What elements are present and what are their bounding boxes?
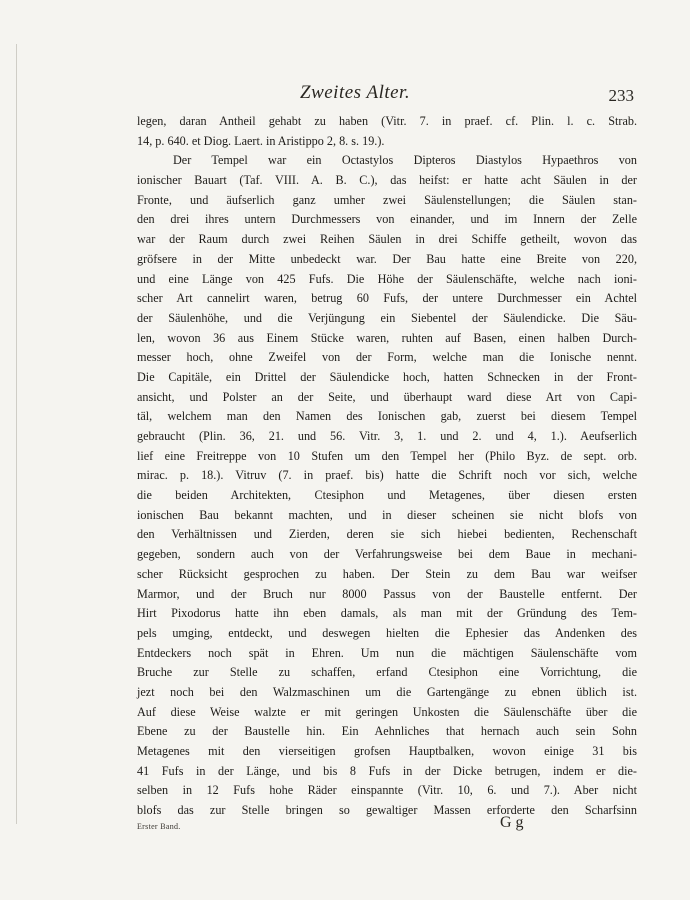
text-line: und eine Länge von 425 Fufs. Die Höhe der Säulenschäfte, welche nach ioni-	[137, 271, 637, 286]
text-line: 41 Fufs in der Länge, und bis 8 Fufs in der Dicke betrugen, indem er die-	[137, 763, 637, 778]
text-line: ionischen Bau bekannt machten, und in dieser scheinen sie nicht blofs von	[137, 507, 637, 522]
running-head: Zweites Alter.	[300, 82, 411, 103]
text-line: Auf diese Weise walzte er mit geringen Unkosten die Säulenschäfte über die	[137, 704, 637, 719]
text-line: gröfsere in der Mitte unbedeckt war. Der Bau hatte eine Breite von 220,	[137, 251, 637, 266]
text-line: mirac. p. 18.). Vitruv (7. in praef. bis) hatte die Schrift noch vor sich, welche	[137, 468, 637, 483]
text-line: ansicht, und Polster an der Seite, und überhaupt ward diese Art von Capi-	[137, 389, 637, 404]
text-line: Ebene zu der Baustelle hin. Ein Aehnliches that hernach auch sein Sohn	[137, 724, 637, 739]
text-line: der Säulenhöhe, und die Verjüngung ein Siebentel der Säulendicke. Die Säu-	[137, 310, 637, 325]
text-line: ionischer Bauart (Taf. VIII. A. B. C.), das heifst: er hatte acht Säulen in der	[137, 173, 637, 188]
text-line: Bruche zur Stelle zu schaffen, erfand Ctesiphon eine Vorrichtung, die	[137, 665, 637, 680]
text-line: scher Rücksicht gesprochen zu haben. Der Stein zu dem Bau war weifser	[137, 566, 637, 581]
text-line: scher Art cannelirt waren, betrug 60 Fufs, der untere Durchmesser ein Achtel	[137, 291, 637, 306]
text-line: pels umging, entdeckt, und deswegen hielten die Ephesier das Andenken des	[137, 625, 637, 640]
text-line: Metagenes mit den vierseitigen grofsen Hauptbalken, wovon einige 31 bis	[137, 744, 637, 758]
text-line: täl, welchem man den Namen des Ionischen gab, zuerst bei diesem Tempel	[137, 409, 637, 424]
text-line: Die Capitäle, ein Drittel der Säulendicke hoch, hatten Schnecken in der Front-	[137, 369, 637, 384]
text-line: gegeben, sondern auch von der Verfahrungsweise bei dem Baue in mechani-	[137, 547, 637, 562]
text-line: den drei ihres untern Durchmessers von einander, und im Innern der Zelle	[137, 212, 637, 227]
text-line: gebraucht (Plin. 36, 21. und 56. Vitr. 3, 1. und 2. und 4, 1.). Aeufserlich	[137, 429, 637, 443]
page-number: 233	[608, 86, 634, 105]
text-line: jezt noch bei den Walzmaschinen um die Gartengänge zu ebnen üblich ist.	[137, 684, 637, 699]
text-line: den Verhältnissen und Zierden, deren sie sich hiebei bedienten, Rechenschaft	[137, 527, 637, 542]
text-line: lief eine Freitreppe von 10 Stufen um den Tempel her (Philo Byz. de sept. orb.	[137, 448, 637, 463]
text-line: messer hoch, ohne Zweifel von der Form, welche man die Ionische nennt.	[137, 350, 637, 365]
text-line: Fronte, und äufserlich ganz umher zwei Säulenstellungen; die Säulen stan-	[137, 192, 637, 207]
text-line: selben in 12 Fufs hohe Räder einspannte (Vitr. 10, 6. und 7.). Aber nicht	[137, 783, 637, 798]
text-line: Marmor, und der Bruch nur 8000 Passus von der Baustelle entfernt. Der	[137, 586, 637, 601]
text-line: Entdeckers noch spät in Ehren. Um nun die mächtigen Säulenschäfte vom	[137, 645, 637, 660]
text-line: war der Raum durch zwei Reihen Säulen in drei Schiffe getheilt, wovon das	[137, 232, 637, 247]
text-line: die beiden Architekten, Ctesiphon und Metagenes, über diesen ersten	[137, 488, 637, 503]
footer-signature: Erster Band.	[137, 822, 181, 831]
page-edge-line	[16, 44, 17, 824]
text-line: 14, p. 640. et Diog. Laert. in Aristippo 2, 8. s. 19.).	[137, 133, 385, 148]
text-line: blofs das zur Stelle bringen so gewaltiger Massen erforderte den Scharfsinn	[137, 803, 637, 818]
body-text	[137, 112, 637, 821]
text-line: legen, daran Antheil gehabt zu haben (Vitr. 7. in praef. cf. Plin. l. c. Strab.	[137, 114, 637, 128]
text-line: Hirt Pixodorus hatte ihn eben damals, als man mit der Gründung des Tem-	[137, 606, 637, 621]
text-line: Der Tempel war ein Octastylos Dipteros Diastylos Hypaethros von	[173, 153, 637, 168]
footer-gathering-mark: G g	[500, 814, 524, 831]
text-line: len, wovon 36 aus Einem Stücke waren, ruhten auf Basen, einen halben Durch-	[137, 330, 637, 345]
